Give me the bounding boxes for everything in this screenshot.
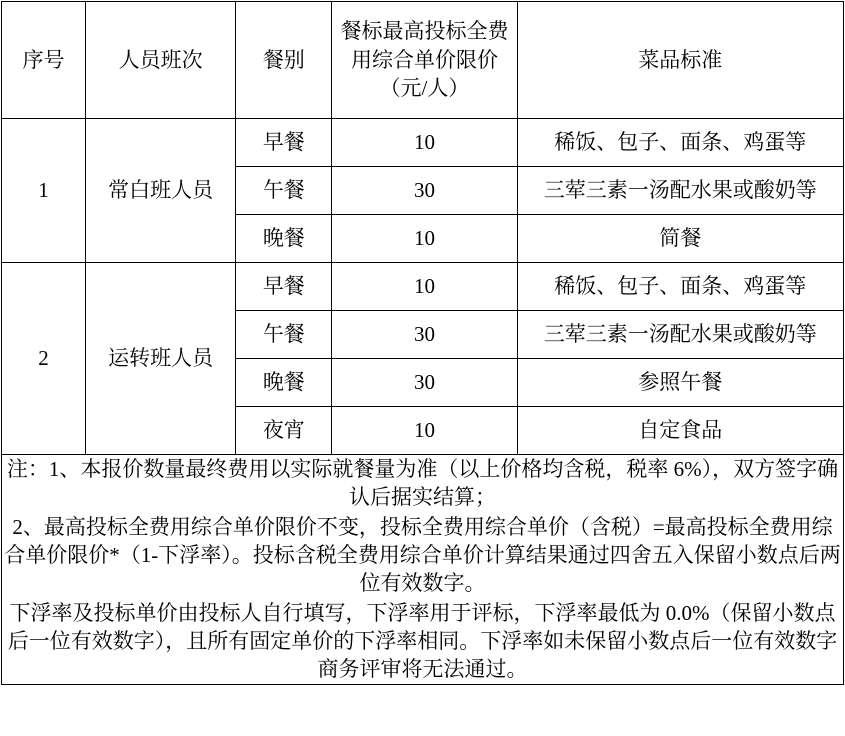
notes-row [2,455,844,685]
header-no: 序号 [2,2,86,119]
group-no: 1 [2,119,86,263]
header-shift: 人员班次 [86,2,236,119]
cell-price: 30 [332,167,517,215]
table-header-row [2,2,844,119]
cell-standard: 稀饭、包子、面条、鸡蛋等 [517,263,843,311]
table-row [2,119,844,167]
cell-standard: 稀饭、包子、面条、鸡蛋等 [517,119,843,167]
note-line-2: 2、最高投标全费用综合单价限价不变，投标全费用综合单价（含税）=最高投标全费用综合单价限价*（1-下浮率）。投标含税全费用综合单价计算结果通过四舍五入保留小数点后两位有效数字。 [4,514,841,596]
cell-price: 10 [332,263,517,311]
cell-price: 30 [332,359,517,407]
header-meal: 餐别 [236,2,332,119]
cell-meal: 午餐 [236,167,332,215]
cell-meal: 夜宵 [236,407,332,455]
cell-standard: 参照午餐 [517,359,843,407]
table-row [2,263,844,311]
cell-meal: 午餐 [236,311,332,359]
header-standard: 菜品标准 [517,2,843,119]
cell-price: 10 [332,119,517,167]
group-shift: 运转班人员 [86,263,236,455]
note-line-3: 下浮率及投标单价由投标人自行填写，下浮率用于评标，下浮率最低为 0.0%（保留小数点后一位有效数字），且所有固定单价的下浮率相同。下浮率如未保留小数点后一位有效数字商务评审将无法通过。 [7,600,838,682]
cell-standard: 三荤三素一汤配水果或酸奶等 [517,311,843,359]
header-price-limit: 餐标最高投标全费用综合单价限价（元/人） [332,2,517,119]
cell-meal: 晚餐 [236,359,332,407]
cell-meal: 晚餐 [236,215,332,263]
cell-standard: 自定食品 [517,407,843,455]
note-line-1: 注：1、本报价数量最终费用以实际就餐量为准（以上价格均含税，税率 6%），双方签字确认后据实结算； [6,457,839,510]
table-notes [2,455,844,685]
cell-standard: 简餐 [517,215,843,263]
cell-price: 10 [332,407,517,455]
cell-standard: 三荤三素一汤配水果或酸奶等 [517,167,843,215]
group-shift: 常白班人员 [86,119,236,263]
cell-price: 10 [332,215,517,263]
cell-meal: 早餐 [236,263,332,311]
cell-meal: 早餐 [236,119,332,167]
cell-price: 30 [332,311,517,359]
meal-standard-table [1,1,844,685]
group-no: 2 [2,263,86,455]
